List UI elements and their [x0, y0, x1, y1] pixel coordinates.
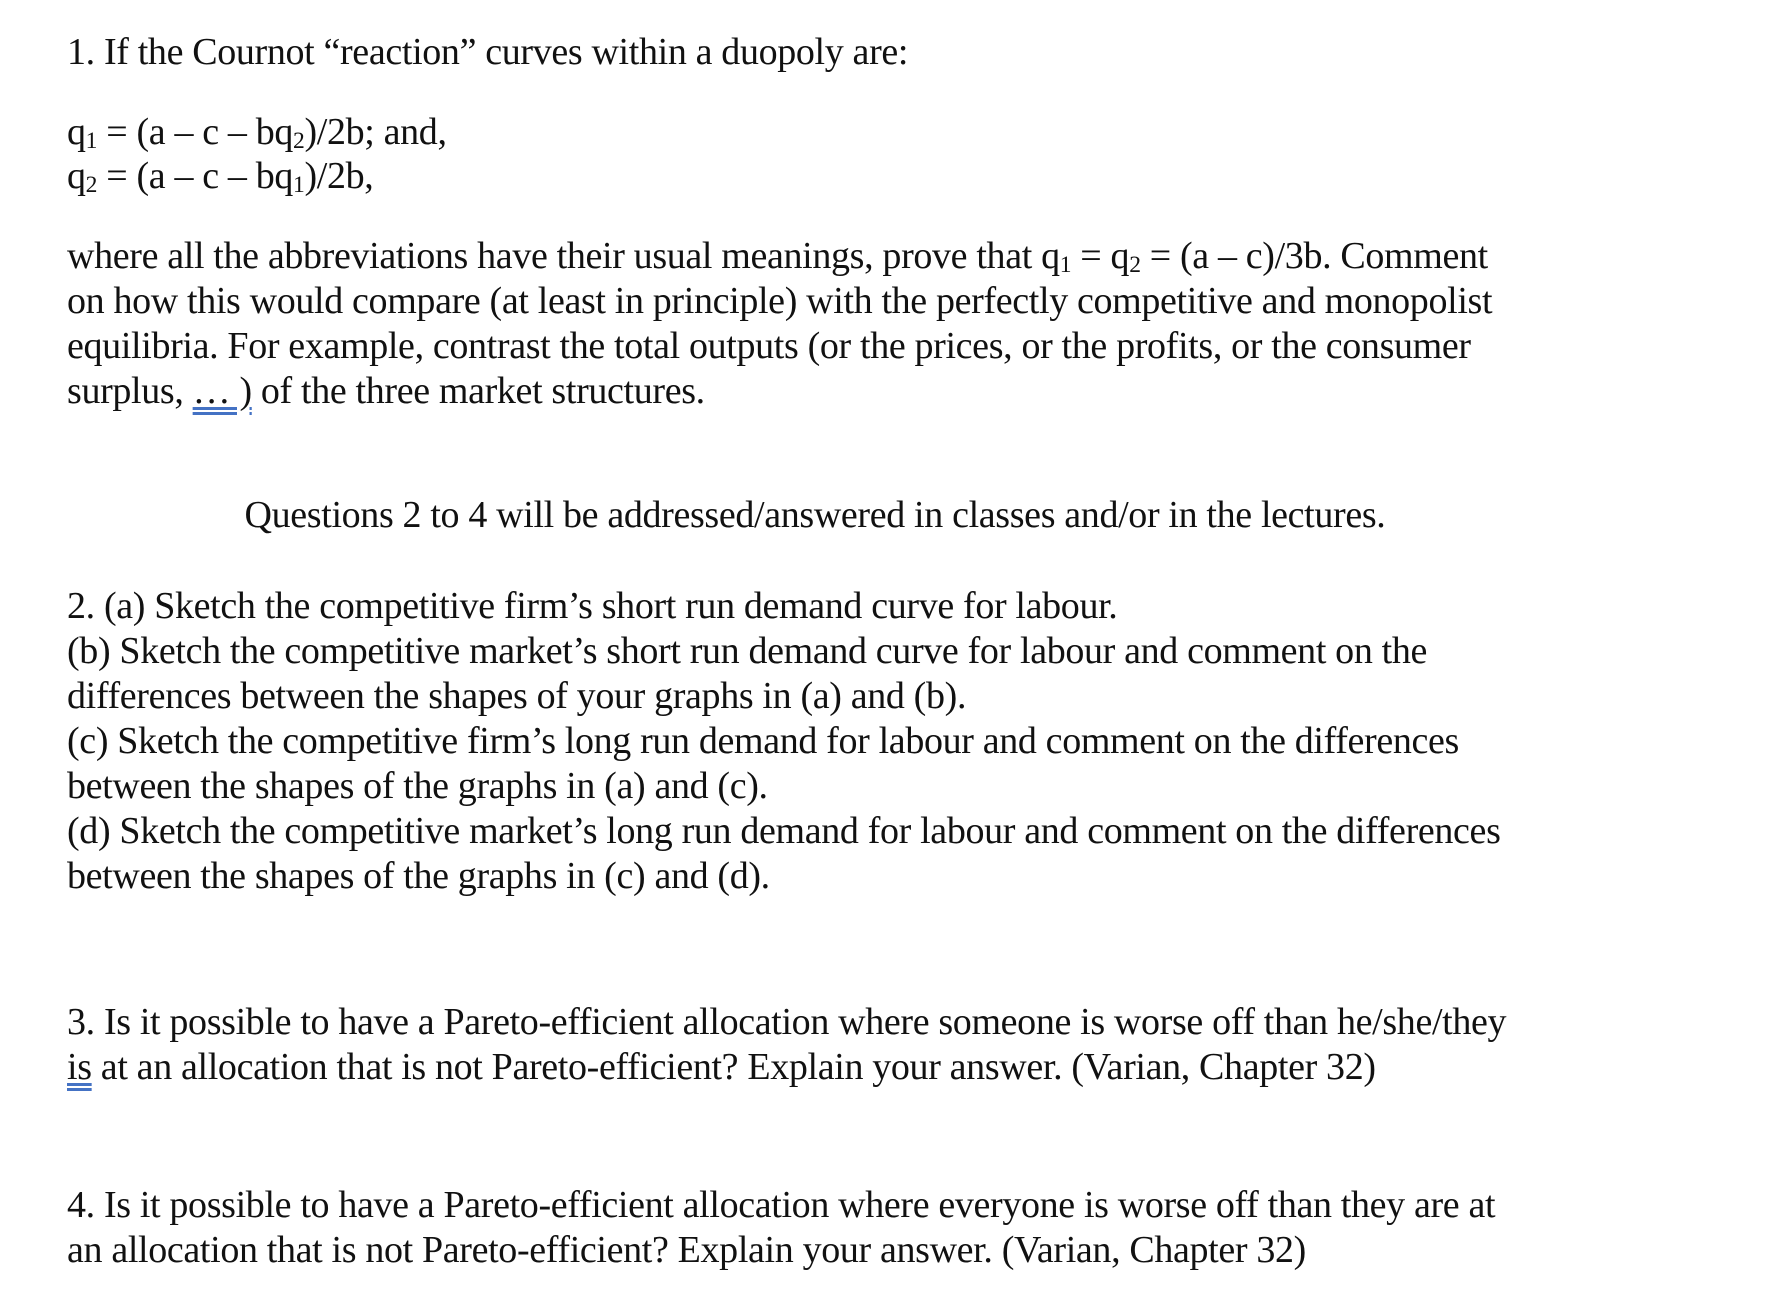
q2-line-1: 2. (a) Sketch the competitive firm’s short run demand curve for labour. [67, 585, 1118, 627]
q2-line-3: differences between the shapes of your graphs in (a) and (b). [67, 675, 967, 717]
q2-line-4: (c) Sketch the competitive firm’s long run demand for labour and comment on the differences [67, 720, 1460, 762]
q1-body-line-4: surplus, … ) of the three market structures. [67, 370, 705, 412]
q2-line-7: between the shapes of the graphs in (c) and (d). [67, 855, 770, 897]
q1-body-line-3: equilibria. For example, contrast the total outputs (or the prices, or the profits, or the consumer [67, 325, 1471, 367]
q1-title: 1. If the Cournot “reaction” curves within a duopoly are: [67, 31, 909, 73]
q1-equation-1: $q_1 = (a - c - bq_2)/2b$; and, [67, 111, 447, 155]
questions-note: Questions 2 to 4 will be addressed/answered in classes and/or in the lectures. [244, 494, 1386, 536]
q1-body-line-1: where all the abbreviations have their usual meanings, prove that $q_1 = q_2 = (a - c)/3b$. Comment [67, 235, 1488, 279]
q4-line-1: 4. Is it possible to have a Pareto-efficient allocation where everyone is worse off than they are at [67, 1184, 1496, 1226]
q3-line-2: is at an allocation that is not Pareto-efficient? Explain your answer. (Varian, Chapter 32) [67, 1046, 1376, 1088]
ellipsis-underlined: … ) [192, 370, 252, 412]
q3-line-1: 3. Is it possible to have a Pareto-efficient allocation where someone is worse off than he/she/they [67, 1001, 1507, 1043]
is-underlined: is [67, 1046, 92, 1088]
q2-line-2: (b) Sketch the competitive market’s short run demand curve for labour and comment on the [67, 630, 1428, 672]
q2-line-6: (d) Sketch the competitive market’s long run demand for labour and comment on the differences [67, 810, 1501, 852]
q4-line-2: an allocation that is not Pareto-efficient? Explain your answer. (Varian, Chapter 32) [67, 1229, 1306, 1271]
q1-equation-2: $q_2 = (a - c - bq_1)/2b$, [67, 155, 374, 199]
q1-body-line-2: on how this would compare (at least in principle) with the perfectly competitive and monopolist [67, 280, 1493, 322]
q2-line-5: between the shapes of the graphs in (a) and (c). [67, 765, 768, 807]
